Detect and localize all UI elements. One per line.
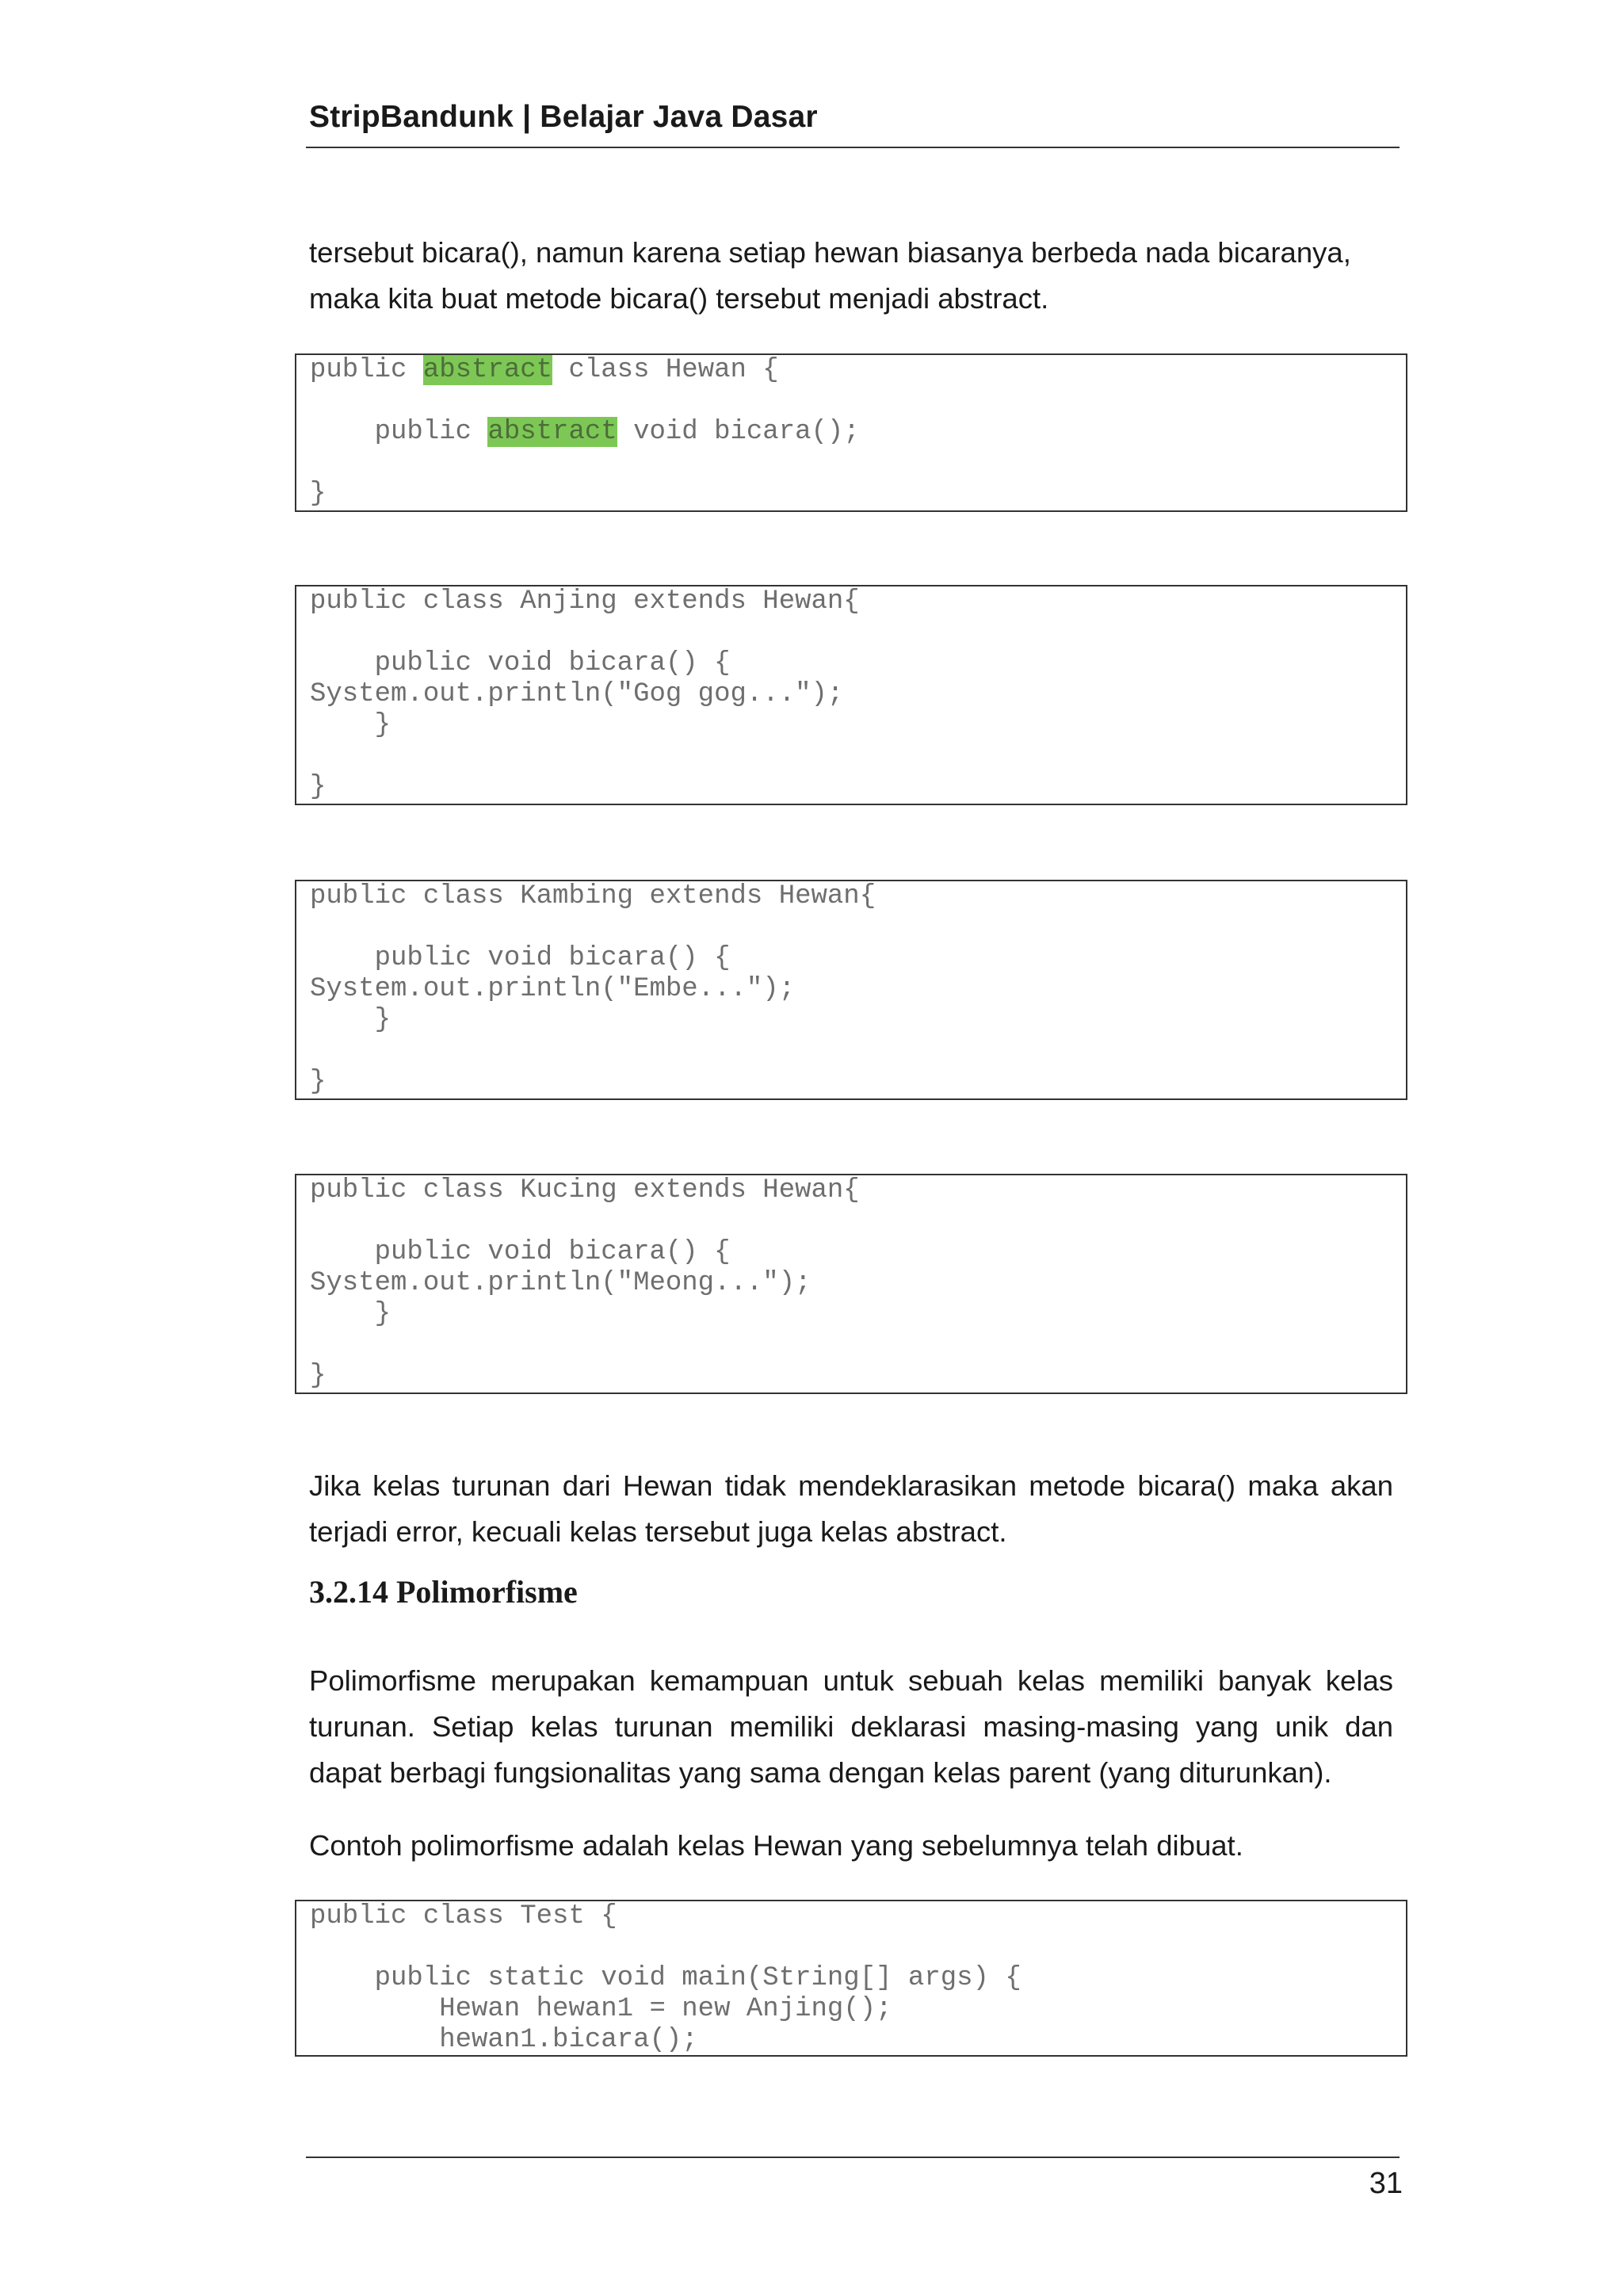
code-line: public void bicara() {	[310, 943, 731, 973]
code-block-kucing	[295, 1174, 1407, 1394]
highlighted-keyword: abstract	[422, 355, 553, 385]
code-line: }	[310, 1299, 391, 1329]
code-line: }	[310, 1005, 391, 1035]
code-line: }	[310, 772, 327, 802]
code-text	[296, 1175, 1406, 1392]
intro-paragraph	[309, 230, 1393, 322]
code-line: }	[310, 1361, 327, 1391]
page-number: 31	[1369, 2167, 1403, 2200]
header-rule	[306, 147, 1400, 148]
code-line: public static void main(String[] args) {	[310, 1963, 1022, 1993]
code-text	[296, 881, 1406, 1098]
code-text	[296, 1901, 1406, 2056]
polimorfisme-paragraph: Polimorfisme merupakan kemampuan untuk sebuah kelas memiliki banyak kelas turunan. Setiap kelas turunan memiliki deklarasi masing-masing yang unik dan dapat berbagi fungsionalitas yang sama dengan kelas parent (yang diturunkan).	[309, 1664, 1393, 1789]
code-line: Hewan hewan1 = new Anjing();	[310, 1994, 892, 2024]
section-heading: 3.2.14 Polimorfisme	[309, 1574, 578, 1610]
running-header: StripBandunk | Belajar Java Dasar	[309, 100, 818, 134]
code-line: hewan1.bicara();	[310, 2025, 698, 2055]
code-block-kambing	[295, 880, 1407, 1100]
example-paragraph: Contoh polimorfisme adalah kelas Hewan yang sebelumnya telah dibuat.	[309, 1829, 1243, 1862]
code-line: public void bicara() {	[310, 648, 731, 678]
highlighted-keyword: abstract	[487, 417, 617, 447]
intro-line-2: maka kita buat metode bicara() tersebut menjadi abstract.	[309, 282, 1049, 315]
code-line: }	[310, 479, 327, 509]
code-line: }	[310, 1067, 327, 1097]
code-text	[296, 355, 1406, 510]
code-line: public abstract class Hewan {	[310, 355, 779, 385]
intro-line-1: tersebut bicara(), namun karena setiap hewan biasanya berbeda nada bicaranya,	[309, 236, 1351, 269]
code-line: public class Kucing extends Hewan{	[310, 1175, 860, 1205]
after-code-paragraph: Jika kelas turunan dari Hewan tidak mendeklarasikan metode bicara() maka akan terjadi error, kecuali kelas tersebut juga kelas abstract.	[309, 1469, 1393, 1548]
code-line: System.out.println("Embe...");	[310, 974, 796, 1004]
code-block-anjing	[295, 585, 1407, 805]
code-line: System.out.println("Meong...");	[310, 1268, 812, 1298]
code-block-test	[295, 1900, 1407, 2057]
code-line: System.out.println("Gog gog...");	[310, 679, 844, 709]
code-line: }	[310, 710, 391, 740]
code-line: public class Kambing extends Hewan{	[310, 881, 876, 911]
footer-rule	[306, 2157, 1400, 2158]
code-line: public void bicara() {	[310, 1237, 731, 1267]
code-block-hewan	[295, 353, 1407, 512]
code-line: public class Anjing extends Hewan{	[310, 586, 860, 617]
code-text	[296, 586, 1406, 803]
code-line: public abstract void bicara();	[310, 417, 860, 447]
code-line: public class Test {	[310, 1901, 617, 1931]
